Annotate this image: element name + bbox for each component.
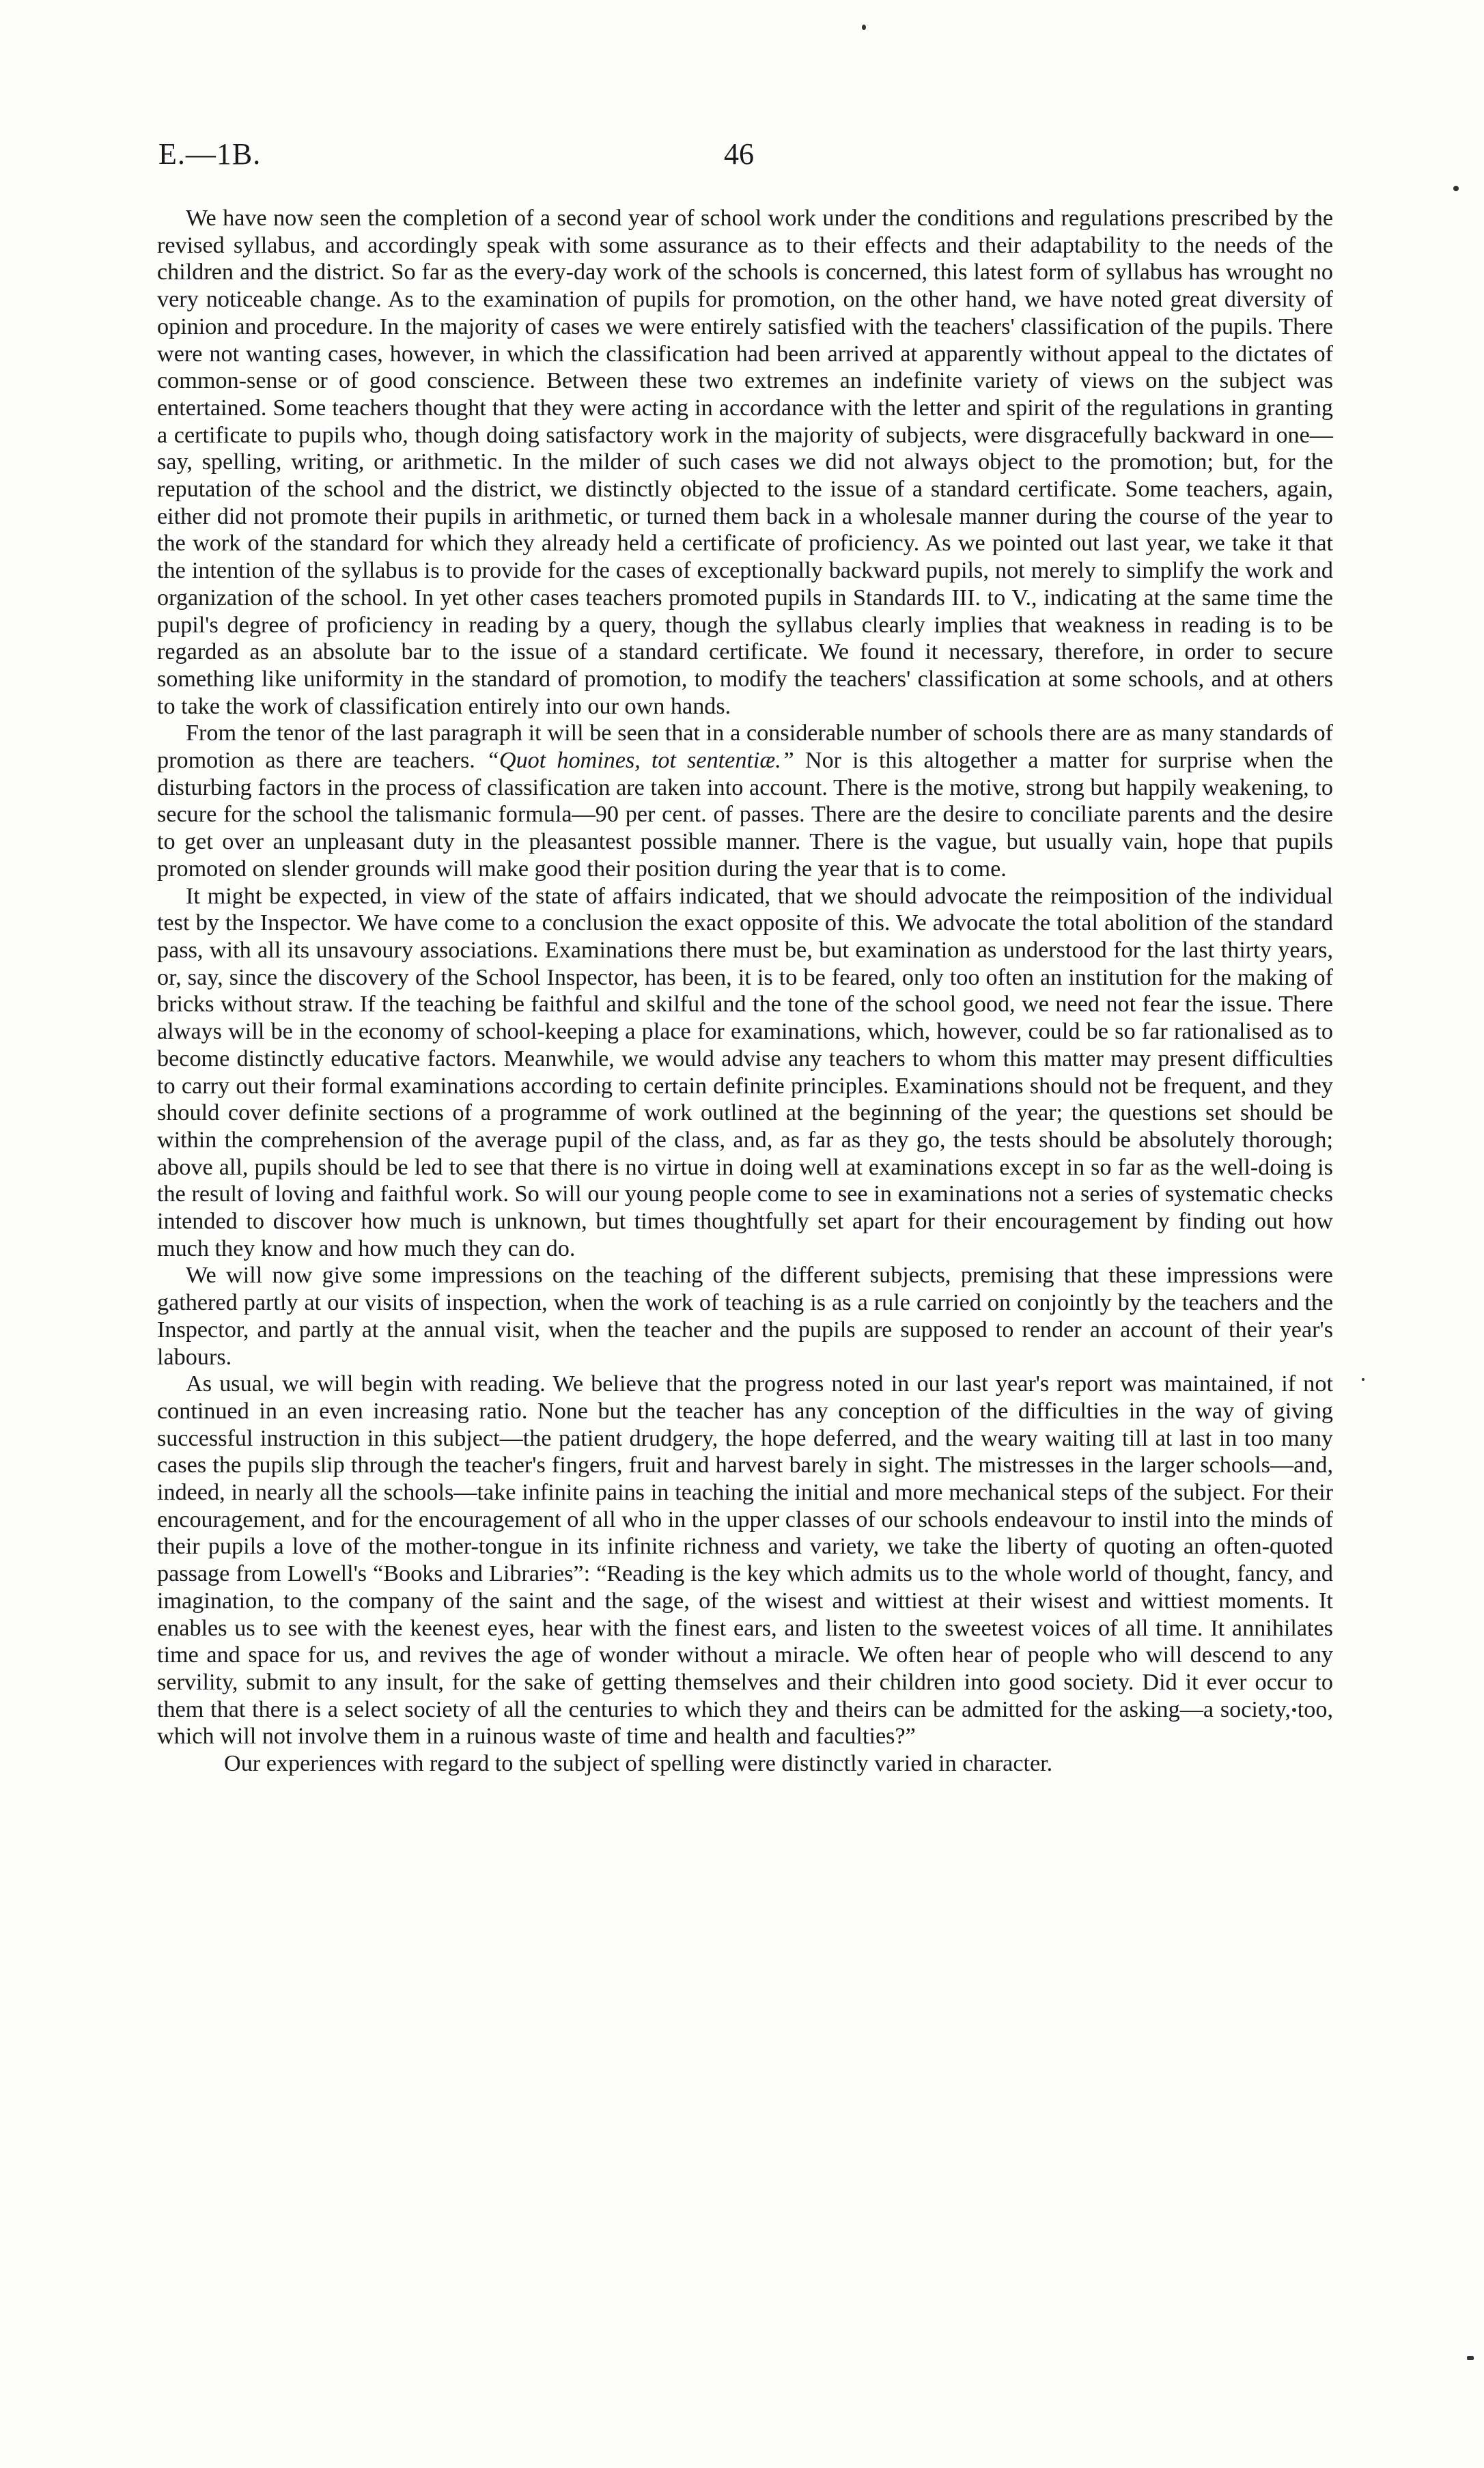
- ink-speck: [862, 25, 866, 30]
- ink-speck: [1362, 1378, 1364, 1381]
- report-body: [157, 205, 1333, 1778]
- paragraph-spelling: Our experiences with regard to the subject of spelling were distinctly varied in character.: [224, 1751, 1053, 1777]
- document-reference: E.—1B.: [158, 137, 262, 171]
- paragraph-impressions: We will now give some impressions on the teaching of the different subjects, premising that these impressions were gathered partly at our visits of inspection, when the work of teaching is as a rule carried on conjointly by the teachers and the Inspector, and partly at the annual visit, when the teacher and the pupils are supposed to render an account of their year's labours.: [157, 1263, 1333, 1370]
- paragraph-text: From the tenor of the last paragraph it will be seen that in a considerable number of schools there are as many standards of promotion as there are teachers.: [157, 720, 1333, 774]
- ink-speck: [1467, 2356, 1474, 2360]
- ink-speck: [1453, 186, 1459, 191]
- paragraph-text: Nor is this altogether a matter for surprise when the disturbing factors in the process of classification are taken into account. There is the motive, strong but happily weakening, to secure for the school the talismanic formula—90 per cent. of passes. There are the desire to conciliate parents and the desire to get over an unpleasant duty in the pleasantest possible manner. There is the vague, but usually vain, hope that pupils promoted on slender grounds will make good their position during the year that is to come.: [157, 748, 1334, 882]
- paragraph-promotion-classification: We have now seen the completion of a second year of school work under the conditions and regulations prescribed by the revised syllabus, and accordingly speak with some assurance as to their effects and their adaptability to the needs of the children and the district. So far as the every-day work of the schools is concerned, this latest form of syllabus has wrought no very noticeable change. As to the examination of pupils for promotion, on the other hand, we have noted great diversity of opinion and procedure. In the majority of cases we were entirely satisfied with the teachers' classification of the pupils. There were not wanting cases, however, in which the classification had been arrived at apparently without appeal to the dictates of common-sense or of good conscience. Between these two extremes an indefinite variety of views on the subject was entertained. Some teachers thought that they were acting in accordance with the letter and spirit of the regulations in granting a certificate to pupils who, though doing satisfactory work in the majority of subjects, were disgracefully backward in one—say, spelling, writing, or arithmetic. In the milder of such cases we did not always object to the promotion; but, for the reputation of the school and the district, we distinctly objected to the issue of a standard certificate. Some teachers, again, either did not promote their pupils in arithmetic, or turned them back in a wholesale manner during the course of the year to the work of the standard for which they already held a certificate of proficiency. As we pointed out last year, we take it that the intention of the syllabus is to provide for the cases of exceptionally backward pupils, not merely to simplify the work and organization of the school. In yet other cases teachers promoted pupils in Standards III. to V., indicating at the same time the pupil's degree of proficiency in reading by a query, though the syllabus clearly implies that weakness in reading is to be regarded as an absolute bar to the issue of a standard certificate. We found it necessary, therefore, in order to secure something like uniformity in the standard of promotion, to modify the teachers' classification at some schools, and at others to take the work of classification entirely into our own hands.: [157, 206, 1333, 719]
- page-header: [158, 137, 1333, 184]
- paragraph-standards-of-promotion: [157, 720, 1333, 882]
- paragraph-reading: As usual, we will begin with reading. We believe that the progress noted in our last year's report was maintained, if not continued in an even increasing ratio. None but the teacher has any conception of the difficulties in the way of giving successful instruction in this subject—the patient drudgery, the hope deferred, and the weary waiting till at last in too many cases the pupils slip through the teacher's fingers, fruit and harvest barely in sight. The mistresses in the larger schools—and, indeed, in nearly all the schools—take infinite pains in teaching the initial and more mechanical steps of the subject. For their encouragement, and for the encouragement of all who in the upper classes of our schools endeavour to instil into the minds of their pupils a love of the mother-tongue in its infinite richness and variety, we take the liberty of quoting an often-quoted passage from Lowell's “Books and Libraries”: “Reading is the key which admits us to the whole world of thought, fancy, and imagination, to the company of the saint and the sage, of the wisest and wittiest at their wisest and wittiest moments. It enables us to see with the keenest eyes, hear with the finest ears, and listen to the sweetest voices of all time. It annihilates time and space for us, and revives the age of wonder without a miracle. We often hear of people who will descend to any servility, submit to any insult, for the sake of getting themselves and their children into good society. Did it ever occur to them that there is a select society of all the centuries to which they and theirs can be admitted for the asking—a society, too, which will not involve them in a ruinous waste of time and health and faculties?”: [157, 1371, 1333, 1750]
- paragraph-examinations: It might be expected, in view of the state of affairs indicated, that we should advocate the reimposition of the individual test by the Inspector. We have come to a conclusion the exact opposite of this. We advocate the total abolition of the standard pass, with all its unsavoury associations. Examinations there must be, but examination as understood for the last thirty years, or, say, since the discovery of the School Inspector, has been, it is to be feared, only too often an institution for the making of bricks without straw. If the teaching be faithful and skilful and the tone of the school good, we need not fear the issue. There always will be in the economy of school-keeping a place for examinations, which, however, could be so far rationalised as to become distinctly educative factors. Meanwhile, we would advise any teachers to whom this matter may present difficulties to carry out their formal examinations according to certain definite principles. Examinations should not be frequent, and they should cover definite sections of a programme of work outlined at the beginning of the year; the questions set should be within the comprehension of the average pupil of the class, and, as far as they go, the tests should be absolutely thorough; above all, pupils should be led to see that there is no virtue in doing well at examinations except in so far as the well-doing is the result of loving and faithful work. So will our young people come to see in examinations not a series of systematic checks intended to discover how much is unknown, but times thoughtfully set apart for their encouragement by finding out how much they know and how much they can do.: [157, 883, 1333, 1261]
- latin-quotation: “Quot homines, tot sententiæ.”: [486, 748, 794, 774]
- page-number: 46: [724, 137, 754, 171]
